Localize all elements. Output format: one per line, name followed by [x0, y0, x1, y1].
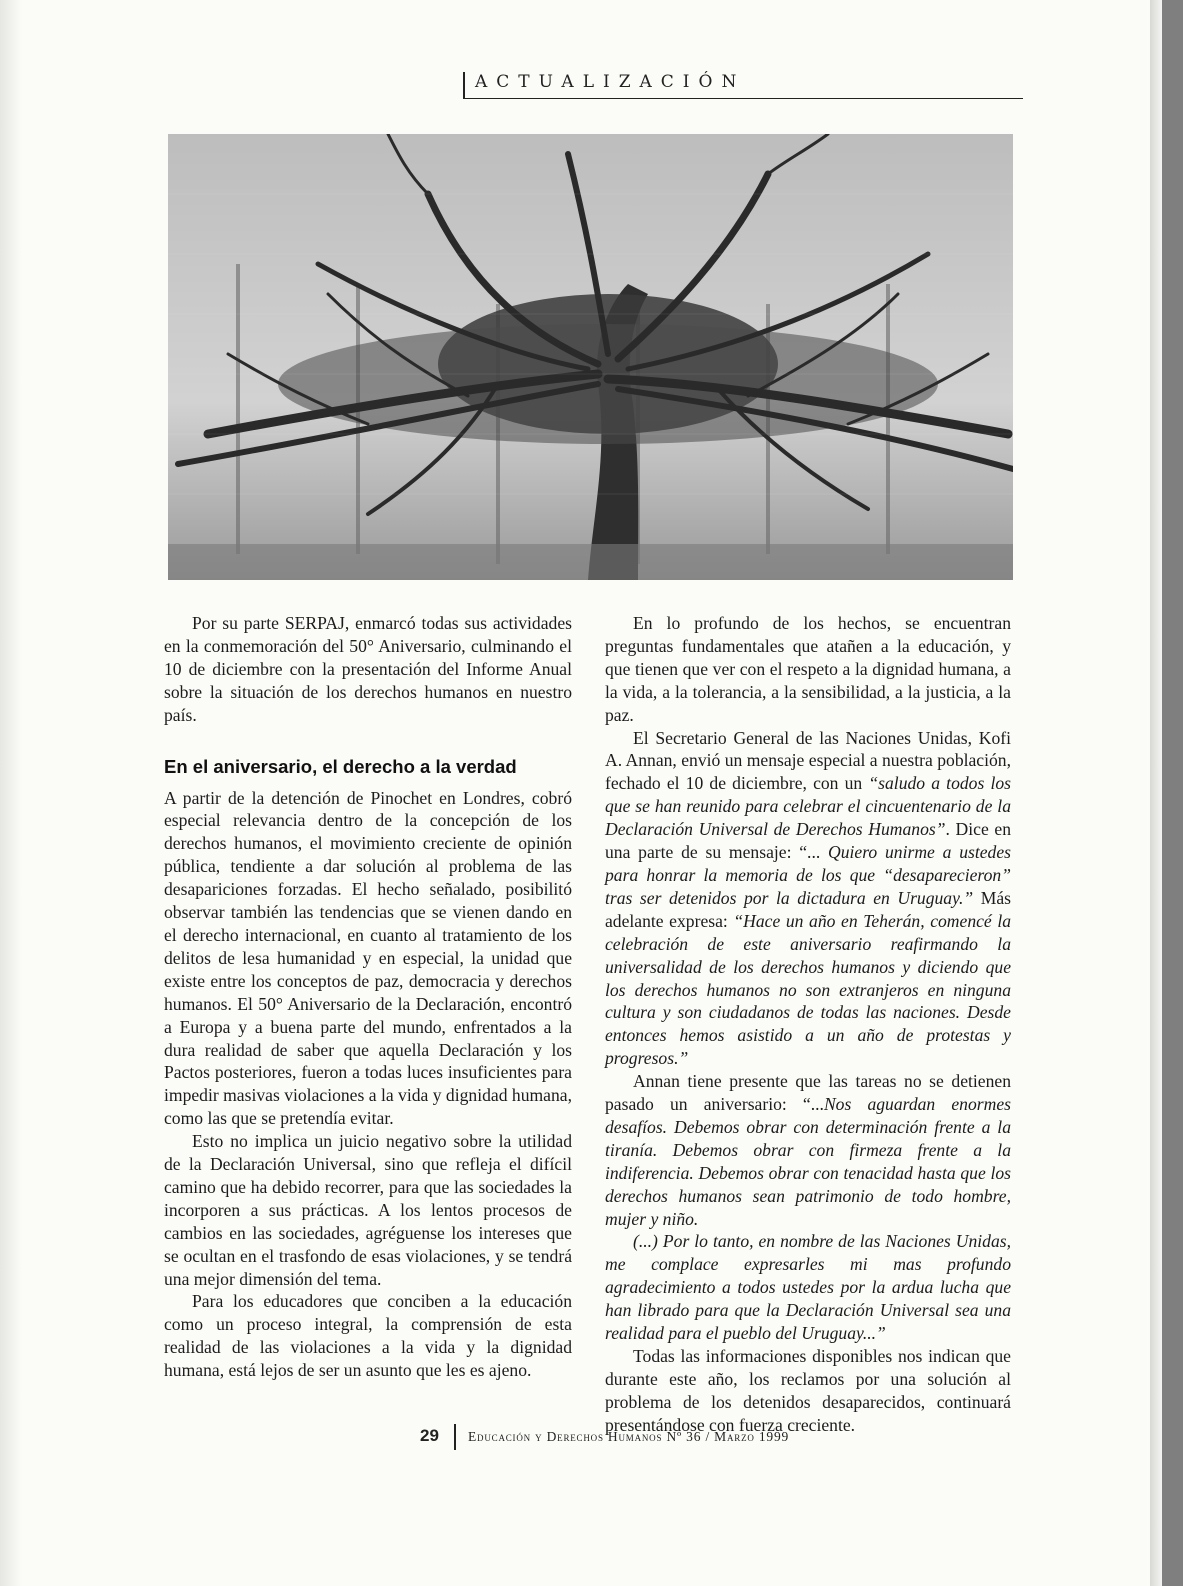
- body-paragraph: [605, 727, 1011, 1071]
- binding-shadow: [0, 0, 22, 1586]
- section-subheading: En el aniversario, el derecho a la verdad: [164, 755, 517, 777]
- body-paragraph: A partir de la detención de Pinochet en Londres, cobró especial relevancia dentro de la concepción de los derechos humanos, el movimiento creciente de opinión pública, tendiente a dar solución al problema de las desapariciones forzadas. El hecho señalado, posibilitó observar también las tendencias que se vienen dando en el derecho internacional, en cuanto al tratamiento de los delitos de lesa humanidad y en especial, la unidad que existe entre los conceptos de paz, democracia y derechos humanos. El 50° Aniversario de la Declaración, encontró a Europa y a buena parte del mundo, enfrentados a la dura realidad de saber que aquella Declaración y los Pactos posteriores, fueron a todas luces insuficientes para impedir masivas violaciones a la vida y dignidad humana, como las que se pretendía evitar.: [164, 787, 572, 1129]
- left-column: [164, 612, 572, 1382]
- footer-rule-mark: [454, 1424, 456, 1450]
- body-paragraph: En lo profundo de los hechos, se encuentran preguntas fundamentales que atañen a la educación, y que tienen que ver con el respeto a la dignidad humana, a la vida, a la tolerancia, a la sensibilidad, a la justicia, a la paz.: [605, 613, 1011, 725]
- publication-info: Educación y Derechos Humanos Nº 36 / Marzo 1999: [468, 1429, 790, 1444]
- tree-photo-icon: [168, 134, 1013, 580]
- text-span: Annan tiene presente que las tareas no se detienen pasado un aniversario: “...: [605, 1071, 1011, 1115]
- page-edge: [1150, 0, 1162, 1586]
- body-paragraph: Esto no implica un juicio negativo sobre la utilidad de la Declaración Universal, sino que refleja el difícil camino que ha debido recorrer, para que las sociedades la incorporen a sus prácticas. A los lentos procesos de cambios en las sociedades, agréguense los intereses que se ocultan en el trasfondo de esas violaciones, y se tendrá una mejor dimensión del tema.: [164, 1131, 572, 1289]
- section-header: [463, 70, 1023, 99]
- quote-span: Quiero unirme a ustedes para honrar la memoria de los que “desaparecieron” tras ser detenidos por la dictadura en Uruguay.”: [605, 842, 1011, 908]
- body-paragraph: Para los educadores que conciben a la educación como un proceso integral, la comprensión de esta realidad de las violaciones a la vida y la dignidad humana, está lejos de ser un asunto que les es ajeno.: [164, 1291, 572, 1381]
- section-title: ACTUALIZACIÓN: [475, 72, 746, 92]
- quote-span: Nos aguardan enormes desafíos. Debemos obrar con determinación frente a la tiranía. Debemos obrar con firmeza frente a la indiferencia. Debemos obrar con tenacidad hasta que los derechos humanos sean patrimonio de todo hombre, mujer y niño.: [605, 1094, 1011, 1229]
- page-number: 29: [420, 1426, 439, 1445]
- text-span: Más adelante expresa:: [605, 887, 1011, 931]
- intro-paragraph: Por su parte SERPAJ, enmarcó todas sus actividades en la conmemoración del 50° Aniversario, culminando el 10 de diciembre con la presentación del Informe Anual sobre la situación de los derechos humanos en nuestro país.: [164, 613, 572, 725]
- text-span: . Dice en una parte de su mensaje: “...: [605, 819, 1011, 863]
- body-paragraph: Todas las informaciones disponibles nos indican que durante este año, los reclamos por una solución al problema de los detenidos desaparecidos, continuará presentándose con fuerza creciente.: [605, 1346, 1011, 1435]
- quote-span: “saludo a todos los que se han reunido para celebrar el cincuentenario de la Declaración Universal de Derechos Humanos”: [605, 773, 1011, 840]
- header-rule-mark: [463, 72, 465, 98]
- quote-span: “Hace un año en Teherán, comencé la celebración de este aniversario reafirmando la universalidad de los derechos humanos y diciendo que los derechos humanos no son extranjeros en ninguna cultura y son ciudadanos de todas las naciones. Desde entonces hemos asistido a un año de protestas y progresos.”: [605, 910, 1011, 1069]
- tree-photo: [168, 134, 1013, 580]
- page-footer: [420, 1424, 1020, 1454]
- right-column: [605, 612, 1011, 1437]
- quote-paragraph: (...) Por lo tanto, en nombre de las Naciones Unidas, me complace expresarles mi mas profundo agradecimiento a todos ustedes por la ardua lucha que han librado para que la Declaración Universal sea una realidad para el pueblo del Uruguay...”: [605, 1231, 1011, 1344]
- text-span: El Secretario General de las Naciones Unidas, Kofi A. Annan, envió un mensaje especial a nuestra población, fechado el 10 de diciembre, con un: [605, 727, 1011, 794]
- body-paragraph: [605, 1070, 1011, 1230]
